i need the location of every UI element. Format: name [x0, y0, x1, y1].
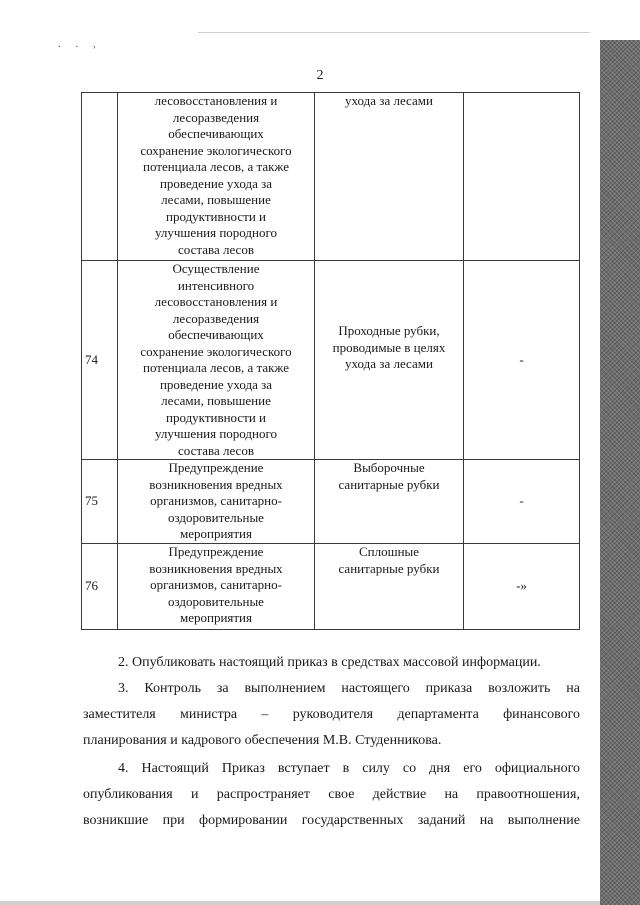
purpose-line: оздоровительные	[168, 509, 264, 525]
action-line: Выборочные	[353, 460, 425, 475]
purpose-line: Осуществление	[172, 261, 260, 276]
purpose-line: мероприятия	[179, 610, 252, 625]
purpose-line: возникновения вредных	[149, 560, 283, 576]
action-cell	[315, 261, 464, 460]
purpose-line: сохранение экологического	[140, 343, 292, 359]
action-line: ухода за лесами	[345, 356, 433, 371]
purpose-line: Предупреждение	[168, 544, 264, 559]
paragraph-4-line-1: 4. Настоящий Приказ вступает в силу со дня его официального	[118, 761, 580, 776]
paragraph-3-line-3: планирования и кадрового обеспечения М.В. Студенникова.	[83, 733, 442, 748]
purpose-line: сохранение экологического	[140, 142, 292, 158]
purpose-line: оздоровительные	[168, 593, 264, 609]
purpose-line: улучшения породного	[154, 225, 278, 240]
action-cell	[315, 460, 464, 544]
note-cell: -	[464, 460, 580, 544]
page-number: 2	[316, 68, 324, 83]
purpose-line: возникновения вредных	[149, 476, 283, 492]
action-line: проводимые в целях	[332, 339, 446, 355]
purpose-line: лесовосстановления и	[154, 294, 278, 309]
row-number: 76	[82, 544, 118, 630]
purpose-line: обеспечивающих	[168, 126, 264, 141]
purpose-line: интенсивного	[177, 277, 255, 293]
purpose-line: лесовосстановления и	[154, 93, 278, 108]
action-line: Сплошные	[358, 544, 420, 559]
action-line: ухода за лесами	[345, 93, 433, 108]
scan-bottom-edge	[0, 901, 600, 905]
corner-marks: . . ,	[58, 38, 102, 50]
row-number	[82, 93, 118, 261]
purpose-line: мероприятия	[179, 526, 252, 541]
purpose-line: потенциала лесов, а также	[142, 360, 289, 375]
action-text-block	[315, 261, 463, 373]
scan-edge-strip	[600, 40, 640, 905]
paragraph-3-line-1: 3. Контроль за выполнением настоящего приказа возложить на	[118, 681, 580, 696]
paragraph-2: 2. Опубликовать настоящий приказ в средствах массовой информации.	[118, 655, 541, 670]
table-row	[82, 544, 580, 630]
note-cell	[464, 93, 580, 261]
action-cell	[315, 544, 464, 630]
note-cell: -»	[464, 544, 580, 630]
purpose-line: проведение ухода за	[159, 175, 273, 191]
table-row	[82, 460, 580, 544]
purpose-line: состава лесов	[178, 241, 254, 257]
note-cell: -	[464, 261, 580, 460]
row-number: 75	[82, 460, 118, 544]
purpose-line: улучшения породного	[154, 426, 278, 441]
purpose-line: продуктивности и	[165, 208, 266, 224]
row-number: 74	[82, 261, 118, 460]
paragraph-4-line-2: опубликования и распространяет свое действие на правоотношения,	[83, 787, 580, 802]
purpose-line: организмов, санитарно-	[150, 493, 282, 508]
action-line: санитарные рубки	[338, 560, 440, 576]
purpose-line: лесоразведения	[172, 109, 260, 125]
forestry-table	[81, 92, 580, 630]
purpose-line: потенциала лесов, а также	[142, 159, 289, 174]
action-cell	[315, 93, 464, 261]
top-rule	[198, 32, 590, 33]
action-line: санитарные рубки	[338, 476, 440, 492]
purpose-line: Предупреждение	[168, 460, 264, 475]
purpose-line: лесами, повышение	[161, 192, 271, 207]
purpose-line: проведение ухода за	[159, 376, 273, 392]
purpose-line: состава лесов	[178, 442, 254, 458]
paragraph-3-line-2: заместителя министра – руководителя департамента финансового	[83, 707, 580, 722]
table-row	[82, 93, 580, 261]
purpose-cell	[118, 544, 315, 630]
purpose-line: лесами, повышение	[161, 393, 271, 408]
purpose-line: обеспечивающих	[168, 327, 264, 342]
purpose-line: продуктивности и	[165, 409, 266, 425]
table-row	[82, 261, 580, 460]
purpose-line: организмов, санитарно-	[150, 577, 282, 592]
purpose-line: лесоразведения	[172, 310, 260, 326]
purpose-cell	[118, 261, 315, 460]
paragraph-4-line-3: возникшие при формировании государственных заданий на выполнение	[83, 813, 580, 828]
purpose-cell	[118, 460, 315, 544]
action-line: Проходные рубки,	[338, 323, 440, 338]
purpose-cell	[118, 93, 315, 261]
